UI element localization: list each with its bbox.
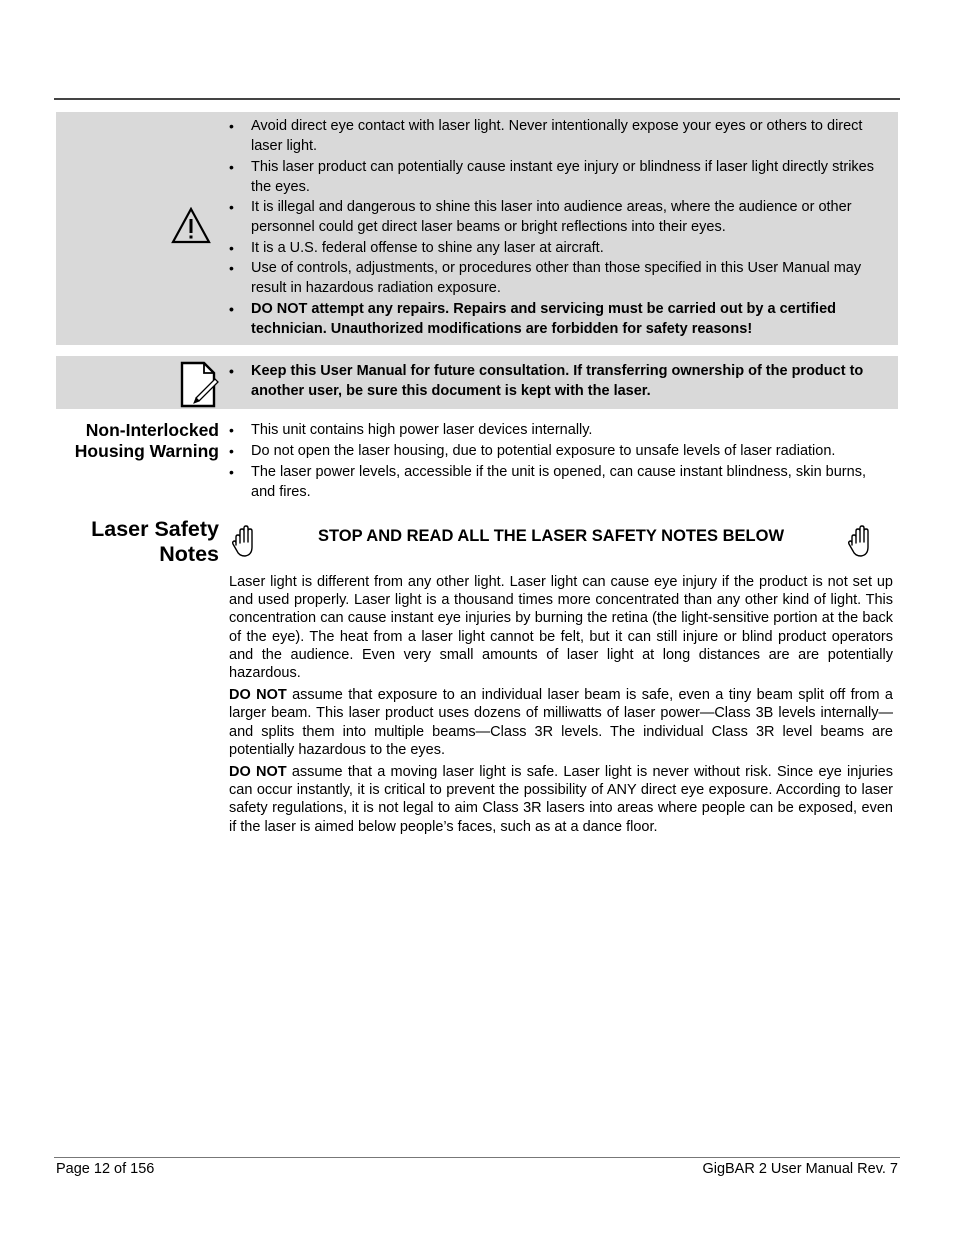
paragraph-lead: DO NOT — [229, 687, 287, 704]
warning-item-bold: • DO NOT attempt any repairs. Repairs and servicing must be carried out by a certified technician. Unauthorized modifications are forbidden for safety reasons! — [228, 299, 888, 339]
warning-item: • This laser product can potentially cause instant eye injury or blindness if laser light directly strikes the eyes. — [228, 157, 888, 197]
stop-hand-icon — [846, 525, 874, 559]
warning-box — [56, 112, 898, 345]
page-number: Page 12 of 156 — [56, 1161, 155, 1177]
laser-safety-heading — [91, 517, 219, 567]
non-interlocked-list — [228, 420, 888, 502]
list-item: • This unit contains high power laser devices internally. — [228, 420, 888, 440]
laser-safety-body — [229, 573, 893, 840]
warning-item: • Avoid direct eye contact with laser light. Never intentionally expose your eyes or others to direct laser light. — [228, 116, 888, 156]
paragraph-text: assume that exposure to an individual laser beam is safe, even a tiny beam split off from a larger beam. This laser product uses dozens of milliwatts of laser power—Class 3B levels internally—and splits them into multiple beams—Class 3R levels. The individual Class 3R level beams are potentially hazardous to the eyes. — [229, 687, 893, 758]
warning-triangle-icon — [171, 207, 211, 245]
non-interlocked-heading-line1: Non-Interlocked — [85, 420, 219, 440]
paragraph — [229, 686, 893, 759]
document-title: GigBAR 2 User Manual Rev. 7 — [702, 1161, 898, 1177]
warning-item: • Use of controls, adjustments, or procedures other than those specified in this User Manual may result in hazardous radiation exposure. — [228, 258, 888, 298]
note-item: • Keep this User Manual for future consultation. If transferring ownership of the product to another user, be sure this document is kept with the laser. — [228, 361, 898, 401]
paragraph: Laser light is different from any other light. Laser light can cause eye injury if the product is not set up and used properly. Laser light is a thousand times more concentrated than any other kind of light. This concentration can cause instant eye injuries by burning the retina (the light-sensitive portion at the back of the eye). The heat from a laser light cannot be felt, but it can still injure or blind product operators and the audience. Even very small amounts of laser light at long distances are are potentially hazardous. — [229, 574, 893, 682]
stop-hand-icon — [230, 525, 258, 559]
list-item: • Do not open the laser housing, due to potential exposure to unsafe levels of laser radiation. — [228, 441, 888, 461]
note-list — [228, 361, 898, 401]
paragraph — [229, 763, 893, 836]
header-rule — [54, 98, 900, 100]
footer-rule — [54, 1157, 900, 1158]
laser-safety-heading-line2: Notes — [159, 542, 219, 566]
non-interlocked-heading — [75, 420, 219, 462]
list-item: • The laser power levels, accessible if the unit is opened, can cause instant blindness, skin burns, and fires. — [228, 462, 888, 502]
warning-item: • It is illegal and dangerous to shine this laser into audience areas, where the audience or other personnel could get direct laser beams or bright reflections into their eyes. — [228, 197, 888, 237]
laser-safety-heading-line1: Laser Safety — [91, 517, 219, 541]
note-box — [56, 356, 898, 409]
paragraph-lead: DO NOT — [229, 764, 287, 781]
paragraph-text: assume that a moving laser light is safe. Laser light is never without risk. Since eye injuries can occur instantly, it is critical to prevent the possibility of ANY direct eye exposure. According to laser safety regulations, it is not legal to aim Class 3R lasers into areas where people can be exposed, even if the laser is aimed below people’s faces, such as at a dance floor. — [229, 764, 893, 835]
non-interlocked-heading-line2: Housing Warning — [74, 441, 219, 461]
stop-heading: STOP AND READ ALL THE LASER SAFETY NOTES BELOW — [318, 527, 785, 545]
note-pencil-icon — [180, 360, 220, 408]
warning-item: • It is a U.S. federal offense to shine any laser at aircraft. — [228, 238, 888, 258]
warning-list — [228, 116, 888, 339]
